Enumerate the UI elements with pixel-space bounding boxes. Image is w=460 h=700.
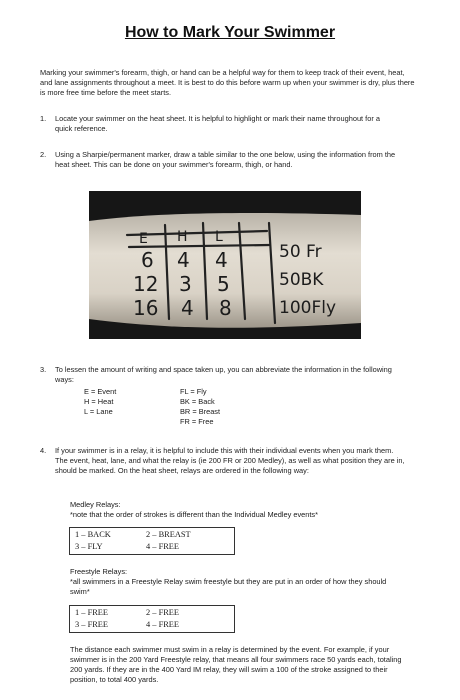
medley-heading: Medley Relays: xyxy=(70,500,121,509)
abbr-event: E = Event xyxy=(84,387,117,396)
step-3-text: To lessen the amount of writing and space taken up, you can abbreviate the information in the following ways: xyxy=(55,365,392,384)
step-1-text: Locate your swimmer on the heat sheet. It is helpful to highlight or mark their name throughout for a quick reference. xyxy=(55,114,380,133)
page-title: How to Mark Your Swimmer xyxy=(124,24,336,41)
closing-paragraph: The distance each swimmer must swim in a relay is determined by the event. For example, if your swimmer is in the 200 Yard Freestyle relay, that means all four swimmers race 50 yards each, totaling 200 yards. If they are in the 400 Yard IM relay, they will swim a 100 of the stroke assigned to their position, to total 400 yards. xyxy=(70,645,402,684)
arm-row1-event: 6 xyxy=(141,248,154,272)
marked-forearm-photo xyxy=(89,191,361,339)
arm-header-e: E xyxy=(139,231,148,247)
step-2-number: 2. xyxy=(40,150,47,159)
abbr-back: BK = Back xyxy=(180,397,215,406)
arm-row1-heat: 4 xyxy=(177,248,190,272)
medley-order-box xyxy=(69,527,235,555)
arm-row3-race: 100Fly xyxy=(279,298,337,318)
arm-row2-lane: 5 xyxy=(217,272,230,296)
arm-row3-lane: 8 xyxy=(219,296,232,320)
forearm-illustration xyxy=(89,191,361,339)
abbr-free: FR = Free xyxy=(180,417,214,426)
abbr-heat: H = Heat xyxy=(84,397,114,406)
medley-relays-section xyxy=(70,500,400,520)
arm-row3-heat: 4 xyxy=(181,296,194,320)
abbr-fly: FL = Fly xyxy=(180,387,207,396)
freestyle-position-4: 4 – FREE xyxy=(146,620,180,629)
step-3-number: 3. xyxy=(40,365,47,374)
abbreviations-left xyxy=(84,387,116,417)
medley-position-2: 2 – BREAST xyxy=(146,530,191,539)
medley-position-1: 1 – BACK xyxy=(75,530,111,539)
arm-row1-race: 50 Fr xyxy=(279,242,322,262)
arm-row2-heat: 3 xyxy=(179,272,192,296)
abbreviations-right xyxy=(180,387,220,427)
arm-row1-lane: 4 xyxy=(215,248,228,272)
arm-row3-event: 16 xyxy=(133,296,159,320)
abbr-breast: BR = Breast xyxy=(180,407,221,416)
step-4-number: 4. xyxy=(40,446,47,455)
freestyle-position-1: 1 – FREE xyxy=(75,608,109,617)
intro-paragraph: Marking your swimmer's forearm, thigh, or hand can be a helpful way for them to keep track of their event, heat, and lane assignments throughout a meet. It is best to do this before warm up when your swimmer is dry, plus there is more free time before the meet starts. xyxy=(40,68,415,97)
freestyle-position-3: 3 – FREE xyxy=(75,620,109,629)
freestyle-heading: Freestyle Relays: xyxy=(70,567,128,576)
step-2-text: Using a Sharpie/permanent marker, draw a table similar to the one below, using the information from the heat sheet. This can be done on your swimmer's forearm, thigh, or hand. xyxy=(55,150,396,169)
medley-note: *note that the order of strokes is different than the Individual Medley events* xyxy=(70,510,319,519)
abbr-lane: L = Lane xyxy=(84,407,113,416)
freestyle-note: *all swimmers in a Freestyle Relay swim freestyle but they are put in an order of how they should swim* xyxy=(70,577,387,596)
freestyle-order-box xyxy=(69,605,235,633)
step-1-number: 1. xyxy=(40,114,47,123)
freestyle-relays-section xyxy=(70,567,400,597)
freestyle-position-2: 2 – FREE xyxy=(146,608,180,617)
arm-row2-event: 12 xyxy=(133,272,159,296)
step-4-text: If your swimmer is in a relay, it is helpful to include this with their individual events when you mark them. The event, heat, lane, and what the relay is (ie 200 FR or 200 Medley), as well as what position they are in, should be marked. On the heat sheet, relays are ordered in the following way: xyxy=(55,446,405,475)
medley-position-4: 4 – FREE xyxy=(146,542,180,551)
medley-position-3: 3 – FLY xyxy=(75,542,103,551)
arm-header-h: H xyxy=(177,229,188,245)
arm-row2-race: 50BK xyxy=(279,270,324,290)
arm-header-l: L xyxy=(215,229,223,245)
